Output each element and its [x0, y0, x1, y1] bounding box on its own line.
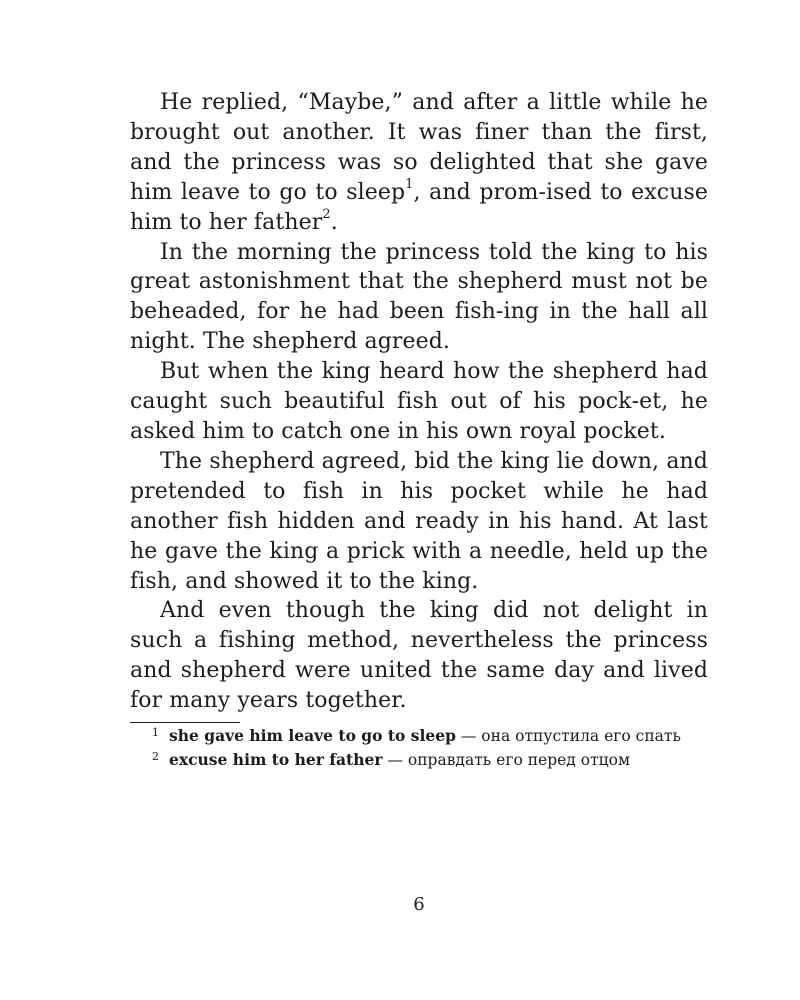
footnote-2: [130, 749, 708, 773]
paragraph-5: And even though the king did not delight in such a fishing method, nevertheless the princess and shepherd were united the same day and lived for many years together.: [130, 598, 708, 714]
footnote-1-term: she gave him leave to go to sleep: [169, 726, 456, 746]
paragraph-1-text-b: , and prom‑ised to excuse him to her father: [130, 179, 708, 235]
footnote-2-term: excuse him to her father: [169, 750, 383, 770]
page-body: [130, 88, 708, 773]
footnote-2-translation: — оправдать его перед отцом: [382, 751, 631, 770]
paragraph-1: [130, 88, 708, 238]
page-number: 6: [413, 894, 425, 915]
paragraph-3: But when the king heard how the shepherd had caught such beautiful fish out of his pock‑et, he asked him to catch one in his own royal pocket.: [130, 359, 708, 444]
paragraph-1-text-c: .: [330, 209, 338, 235]
footnotes: [130, 725, 708, 773]
footnote-1-number: 1: [152, 726, 159, 740]
footnote-1-translation: — она отпустила его спать: [455, 727, 681, 746]
paragraph-2: In the morning the princess told the king to his great astonishment that the shepherd must not be beheaded, for he had been fish‑ing in the hall all night. The shepherd agreed.: [130, 239, 708, 355]
paragraph-1-text-a: He replied, “Maybe,” and after a little while he brought out another. It was finer than the first, and the princess was so delighted that she gave him leave to go to sleep: [130, 90, 708, 205]
footnote-2-number: 2: [152, 750, 159, 764]
paragraph-4: The shepherd agreed, bid the king lie down, and pretended to fish in his pocket while he had another fish hidden and ready in his hand. At last he gave the king a prick with a needle, held up the fish, and showed it to the king.: [130, 448, 708, 594]
footnote-ref-1: 1: [405, 177, 414, 193]
footnote-1: [130, 725, 708, 749]
footnote-ref-2: 2: [322, 207, 331, 223]
footnote-separator: [130, 722, 240, 723]
